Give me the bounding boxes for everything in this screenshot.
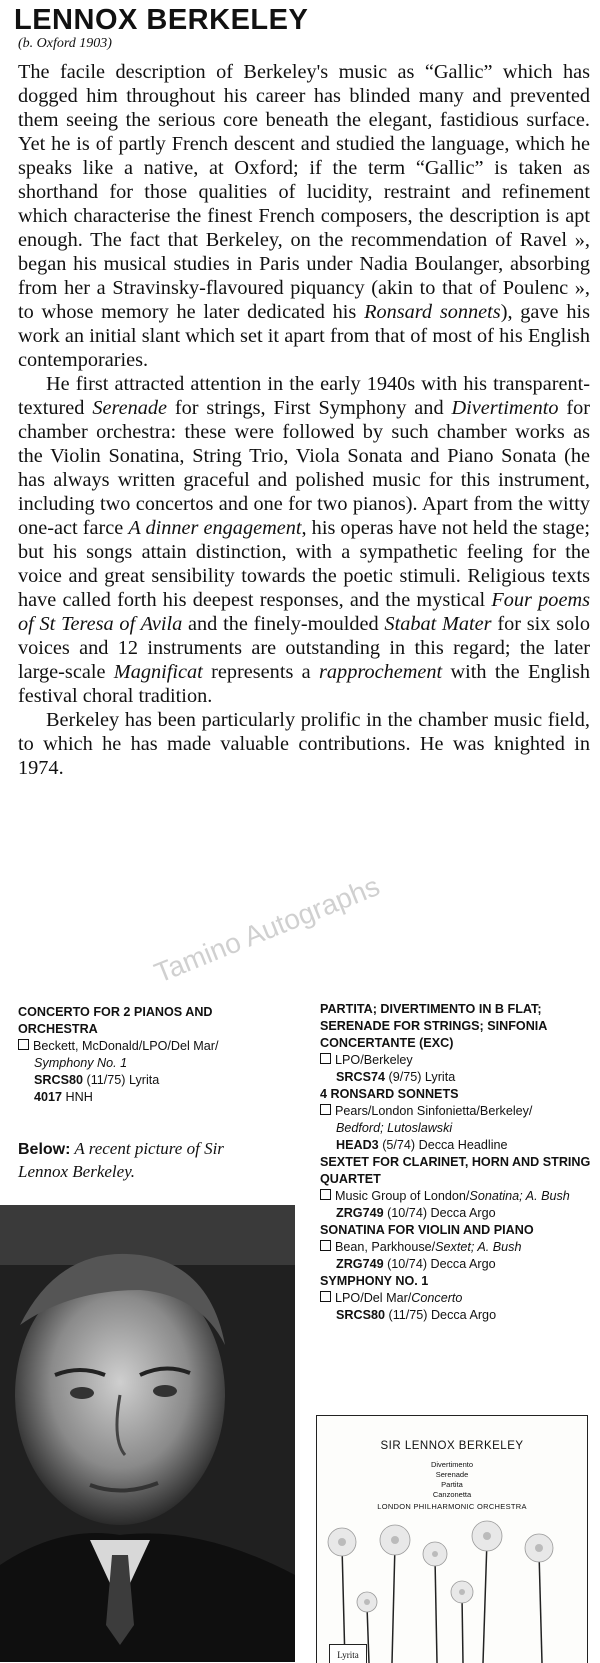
- album-title: SIR LENNOX BERKELEY: [380, 1440, 524, 1452]
- checkbox-icon: [320, 1189, 331, 1200]
- checkbox-icon: [320, 1104, 331, 1115]
- discography-left: [18, 1004, 290, 1106]
- checkbox-icon: [320, 1053, 331, 1064]
- catalog-number: ZRG749 (10/74) Decca Argo: [336, 1206, 496, 1220]
- checkbox-icon: [320, 1240, 331, 1251]
- album-work: Divertimento: [430, 1460, 474, 1469]
- recording-entry: Bean, Parkhouse/Sextet; A. Bush: [320, 1239, 598, 1256]
- recording-entry: Pears/London Sinfonietta/Berkeley/ Bedford; Lutoslawski: [320, 1103, 598, 1137]
- album-work: Serenade: [435, 1470, 469, 1479]
- work-title: PARTITA; DIVERTIMENTO IN B FLAT; SERENADE FOR STRINGS; SINFONIA CONCERTANTE (EXC): [320, 1002, 547, 1050]
- work-title: 4 RONSARD SONNETS: [320, 1087, 459, 1101]
- watermark: Tamino Autographs: [150, 870, 384, 989]
- checkbox-icon: [18, 1039, 29, 1050]
- composer-birth: (b. Oxford 1903): [18, 36, 112, 51]
- work-title: SONATINA FOR VIOLIN AND PIANO: [320, 1223, 534, 1237]
- catalog-number: SRCS74 (9/75) Lyrita: [336, 1070, 456, 1084]
- recording-entry: Beckett, McDonald/LPO/Del Mar/ Symphony No. 1: [18, 1038, 290, 1072]
- work-title: CONCERTO FOR 2 PIANOS AND ORCHESTRA: [18, 1005, 213, 1036]
- checkbox-icon: [320, 1291, 331, 1302]
- essay-paragraph-3: Berkeley has been particularly prolific in the chamber music field, to which he has made valuable contributions. He was knighted in 1974.: [18, 709, 590, 779]
- portrait-image: [0, 1205, 295, 1662]
- page-title: LENNOX BERKELEY: [14, 4, 309, 36]
- catalog-number: ZRG749 (10/74) Decca Argo: [336, 1257, 496, 1271]
- recording-entry: LPO/Berkeley: [320, 1052, 598, 1069]
- catalog-number: HEAD3 (5/74) Decca Headline: [336, 1138, 508, 1152]
- album-orchestra: LONDON PHILHARMONIC ORCHESTRA: [377, 1502, 527, 1511]
- recording-entry: LPO/Del Mar/Concerto: [320, 1290, 598, 1307]
- composer-portrait: [0, 1205, 295, 1662]
- record-label-logo: Lyrita: [329, 1644, 367, 1663]
- work-title: SEXTET FOR CLARINET, HORN AND STRING QUARTET: [320, 1155, 591, 1186]
- catalog-number: SRCS80 (11/75) Decca Argo: [336, 1308, 497, 1322]
- album-works: [317, 1460, 587, 1500]
- photo-caption: Below: A recent picture of Sir Lennox Berkeley.: [18, 1139, 224, 1181]
- flowers-illustration: [317, 1516, 587, 1663]
- album-cover: [316, 1415, 588, 1663]
- catalog-number: SRCS80 (11/75) Lyrita: [34, 1073, 160, 1087]
- album-work: Partita: [441, 1480, 463, 1489]
- essay-paragraph-2: He first attracted attention in the early 1940s with his transparent-textured Serenade for strings, First Symphony and Divertimento for chamber orchestra: these were followed by such chamber works as the Violin Sonatina, String Trio, Viola Sonata and Piano Sonata (he has always written graceful and polished music for this instrument, including two concertos and one for two pianos). Apart from the witty one-act farce A dinner engagement, his operas have not held the stage; but his songs attain distinction, with a sympathetic feeling for the voice and great sensibility towards the poetic stimuli. Religious texts have called forth his deepest responses, and the mystical Four poems of St Teresa of Avila and the finely-moulded Stabat Mater for six solo voices and 12 instruments are outstanding in this regard; the later large-scale Magnificat represents a rapprochement with the English festival choral tradition.: [18, 373, 591, 707]
- discography-right: [320, 1001, 598, 1324]
- catalog-number: 4017 HNH: [34, 1090, 93, 1104]
- work-title: SYMPHONY NO. 1: [320, 1274, 429, 1288]
- album-work: Canzonetta: [432, 1490, 472, 1499]
- essay-paragraph-1: The facile description of Berkeley's music as “Gallic” which has dogged him throughout his career has blinded many and prevented them seeing the serious core beneath the elegant, fastidious surface. Yet he is of partly French descent and studied the language, which he speaks like a native, at Oxford; if the term “Gallic” is taken as shorthand for those qualities of lucidity, restraint and refinement which characterise the finest French composers, the description is apt enough. The fact that Berkeley, on the recommendation of Ravel », began his musical studies in Paris under Nadia Boulanger, absorbing from her a Stravinsky-flavoured piquancy (akin to that of Poulenc », to whose memory he later dedicated his Ronsard sonnets), gave his work an initial slant which set it apart from that of most of his English contemporaries.: [18, 61, 590, 371]
- essay-body: [18, 60, 590, 780]
- recording-entry: Music Group of London/Sonatina; A. Bush: [320, 1188, 598, 1205]
